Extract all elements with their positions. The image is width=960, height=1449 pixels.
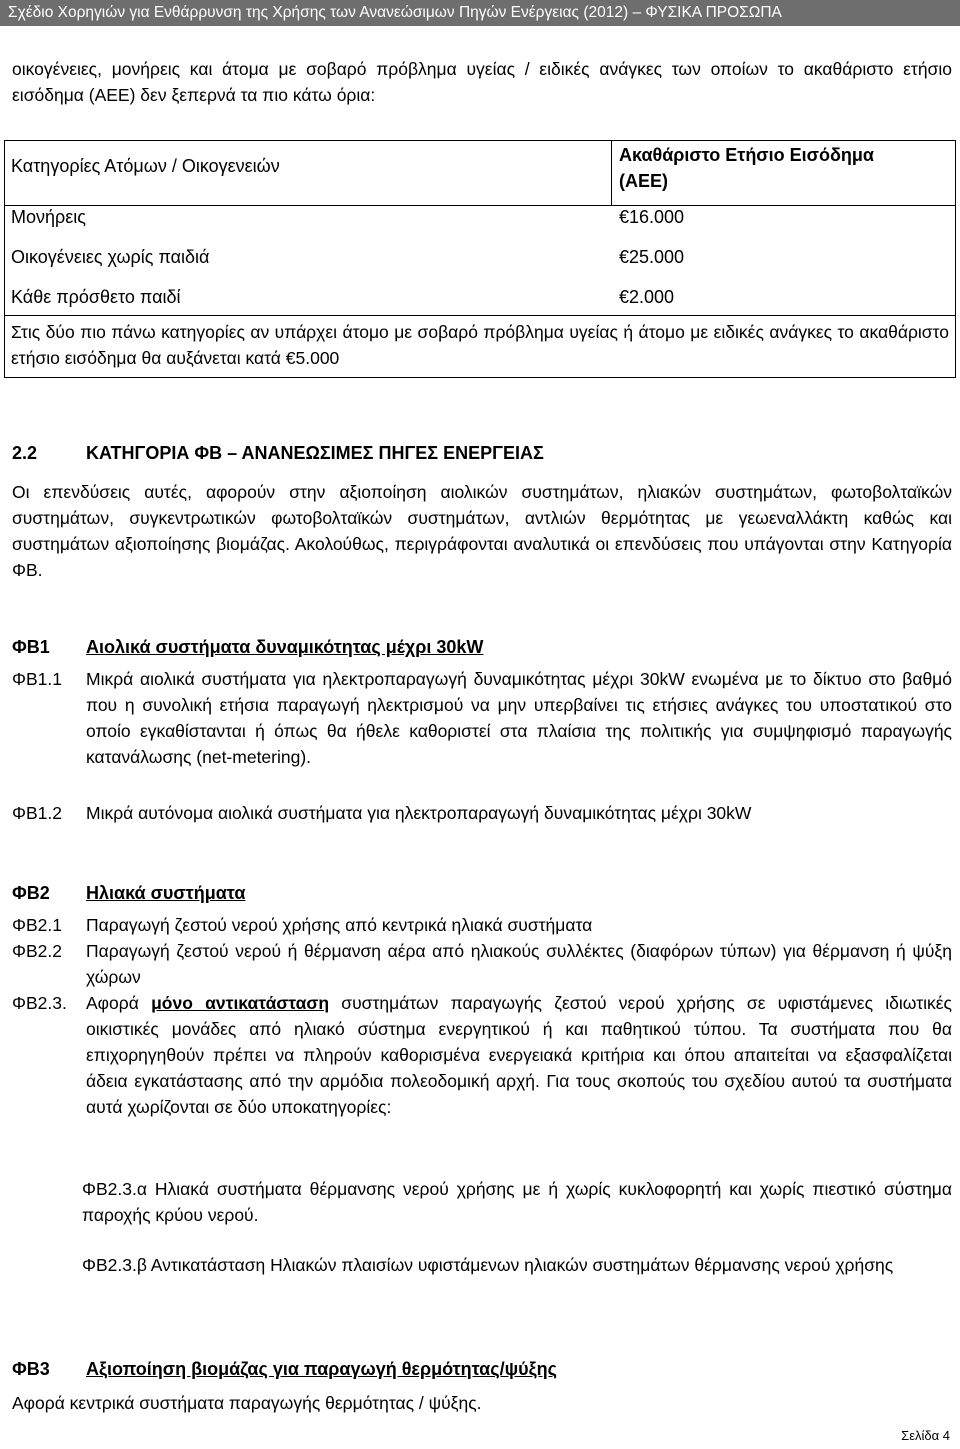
page-number: Σελίδα 4 [901,1428,950,1443]
list-item: ΦΒ2.1 Παραγωγή ζεστού νερού χρήσης από κεντρικά ηλιακά συστήματα [12,915,593,935]
section-heading [12,440,544,466]
list-item: ΦΒ1.2 Μικρά αυτόνομα αιολικά συστήματα για ηλεκτροπαραγωγή δυναμικότητας μέχρι 30kW [12,803,752,823]
section-number: 2.2 [12,443,38,463]
list-item: ΦΒ2.2 Παραγωγή ζεστού νερού ή θέρμανση αέρα από ηλιακούς συλλέκτες (διαφόρων τύπων) για θέρμανση ή ψύξη χώρων [12,941,952,987]
table-divider [611,141,612,205]
list-item: ΦΒ2.3. Αφορά μόνο αντικατάσταση συστημάτων παραγωγής ζεστού νερού χρήσης σε υφιστάμενες ιδιωτικές οικιστικές μονάδες από ηλιακό σύστημα ενεργητικού ή και παθητικού τύπου. Τα συστήματα που θα επιχορηγηθούν πρέπει να πληρούν καθορισμένα ενεργειακά κριτήρια και όπου απαιτείται να εξασφαλίζεται άδεια εγκατάστασης από την αρμόδια πολεοδομική αρχή. Για τους σκοπούς του σχεδίου αυτού τα συστήματα αυτά χωρίζονται σε δύο υποκατηγορίες: [12,993,952,1117]
table-divider [5,205,955,206]
table-row-amount: €2.000 [619,287,675,307]
table-header-income: Ακαθάριστο Ετήσιο Εισόδημα [619,145,874,165]
subcategory-a: ΦΒ2.3.α Ηλιακά συστήματα θέρμανσης νερού χρήσης με ή χωρίς κυκλοφορητή και χωρίς πιεστικό σύστημα παροχής κρύου νερού. [82,1179,952,1225]
fb3-heading: ΦΒ3 Αξιοποίηση βιομάζας για παραγωγή θερμότητας/ψύξης [12,1359,558,1379]
euro-icon: € [619,207,630,227]
section-paragraph: Οι επενδύσεις αυτές, αφορούν στην αξιοποίηση αιολικών συστημάτων, ηλιακών συστημάτων, φωτοβολταϊκών συστημάτων, συγκεντρωτικών φωτοβολταϊκών συστημάτων, αντλιών θερμότητας με γεωεναλλάκτη καθώς και συστημάτων αξιοποίησης βιομάζας. Ακολούθως, περιγράφονται αναλυτικά οι επενδύσεις που υπάγονται στην Κατηγορία ΦΒ. [12,482,952,580]
income-table [4,140,956,378]
page-header: Σχέδιο Χορηγιών για Ενθάρρυνση της Χρήσης των Ανανεώσιμων Πηγών Ενέργειας (2012) – ΦΥΣΙΚΑ ΠΡΟΣΩΠΑ [0,0,960,26]
table-header-income-abbr: (ΑΕΕ) [619,171,668,191]
table-row-category: Κάθε πρόσθετο παιδί [11,287,181,307]
section-title: ΚΑΤΗΓΟΡΙΑ ΦΒ – ΑΝΑΝΕΩΣΙΜΕΣ ΠΗΓΕΣ ΕΝΕΡΓΕΙΑΣ [86,443,544,463]
fb2-heading: ΦΒ2 Ηλιακά συστήματα [12,883,246,903]
table-row-category: Μονήρεις [11,207,86,227]
table-row-amount: €16.000 [619,207,685,227]
fb1-heading: ΦΒ1 Αιολικά συστήματα δυναμικότητας μέχρι 30kW [12,637,484,657]
list-item: ΦΒ1.1 Μικρά αιολικά συστήματα για ηλεκτροπαραγωγή δυναμικότητας μέχρι 30kW ενωμένα με το δίκτυο στο βαθμό που η συνολική ετήσια παραγωγή ηλεκτρισμού να μην υπερβαίνει τις ετήσιες ανάγκες του υποστατικού στο οποίο εγκαθίστανται ή όπως θα ήθελε καθοριστεί στα πλαίσια της πολιτικής για συμψηφισμό παραγωγής κατανάλωσης (net-metering). [12,669,952,767]
subcategory-b: ΦΒ2.3.β Αντικατάσταση Ηλιακών πλαισίων υφιστάμενων ηλιακών συστημάτων θέρμανσης νερού χρήσης [82,1255,894,1275]
table-row-category: Οικογένειες χωρίς παιδιά [11,247,210,267]
euro-icon: € [619,287,630,307]
fb3-text: Αφορά κεντρικά συστήματα παραγωγής θερμότητας / ψύξης. [12,1393,482,1413]
euro-icon: € [619,247,630,267]
intro-paragraph: οικογένειες, μονήρεις και άτομα με σοβαρό πρόβλημα υγείας / ειδικές ανάγκες των οποίων το ακαθάριστο ετήσιο εισόδημα (ΑΕΕ) δεν ξεπερνά τα πιο κάτω όρια: [12,59,952,105]
table-row-amount: €25.000 [619,247,685,267]
table-note: Στις δύο πιο πάνω κατηγορίες αν υπάρχει άτομο με σοβαρό πρόβλημα υγείας ή άτομο με ειδικές ανάγκες το ακαθάριστο ετήσιο εισόδημα θα αυξάνεται κατά €5.000 [11,322,949,368]
emphasis-text: μόνο αντικατάσταση [151,993,330,1013]
table-header-category: Κατηγορίες Ατόμων / Οικογενειών [11,156,280,176]
table-divider [5,315,955,316]
